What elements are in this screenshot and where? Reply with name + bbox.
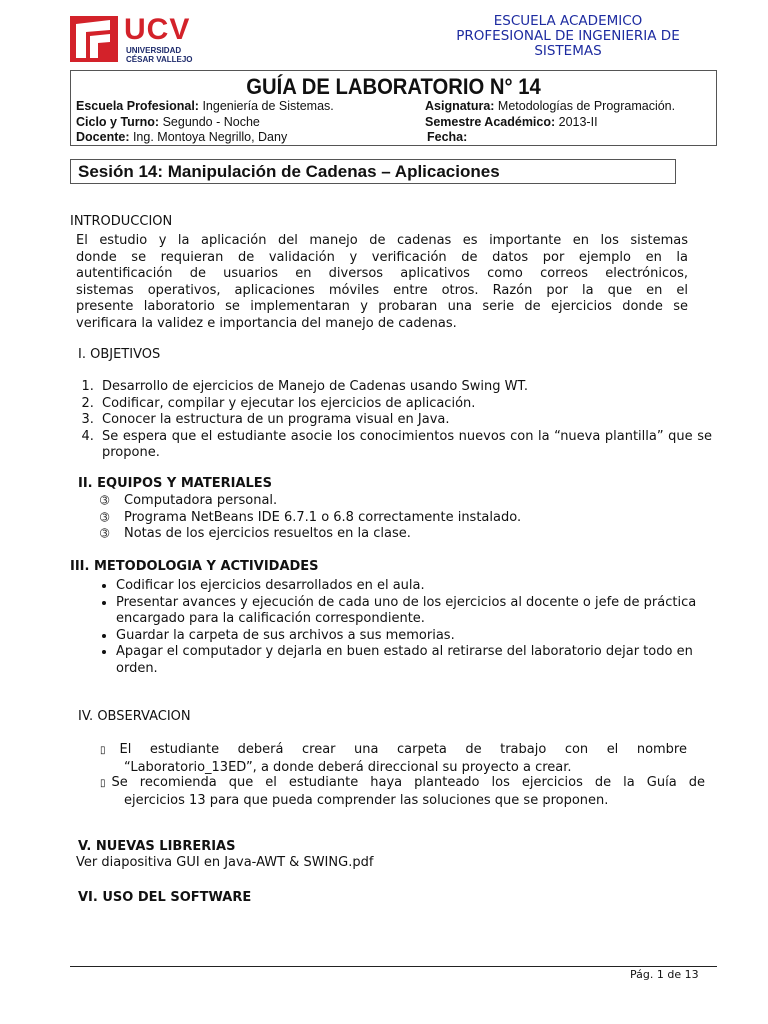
observacion-item-2: ▯ Se recomienda que el estudiante haya planteado los ejercicios de la Guía de ejercicios 13 para que pueda comprender las soluciones que se proponen. <box>100 775 705 808</box>
objetivos-heading: I. OBJETIVOS <box>78 347 161 362</box>
school-name: ESCUELA ACADEMICO PROFESIONAL DE INGENIERIA DE SISTEMAS <box>456 14 680 59</box>
software-heading: VI. USO DEL SOFTWARE <box>78 890 252 905</box>
observacion-heading: IV. OBSERVACION <box>78 709 191 724</box>
logo-subtitle: UNIVERSIDAD CÉSAR VALLEJO <box>126 46 193 64</box>
circled-three-icon: ➂ <box>100 510 110 524</box>
footer-divider <box>70 966 717 967</box>
list-item: • Presentar avances y ejecución de cada uno de los ejercicios al docente o jefe de práctica encargado para la calificación correspondiente. <box>116 595 711 628</box>
list-item: ➂ Programa NetBeans IDE 6.7.1 o 6.8 correctamente instalado. <box>100 509 522 525</box>
square-bullet-icon: ▯ <box>100 745 106 756</box>
page-title: GUÍA DE LABORATORIO N° 14 <box>246 74 541 99</box>
ciclo-field: Ciclo y Turno: Segundo - Noche <box>76 115 260 129</box>
asignatura-field: Asignatura: Metodologías de Programación. <box>425 99 676 113</box>
ucv-emblem-icon <box>70 14 120 64</box>
equipos-heading: II. EQUIPOS Y MATERIALES <box>78 476 273 491</box>
session-title: Sesión 14: Manipulación de Cadenas – Aplicaciones <box>70 159 676 184</box>
circled-three-icon: ➂ <box>100 527 110 540</box>
equipos-list <box>100 493 521 543</box>
librerias-text: Ver diapositiva GUI en Java-AWT & SWING.pdf <box>76 855 374 870</box>
introduccion-paragraph: El estudio y la aplicación del manejo de cadenas es importante en los sistemas donde se requieran de validación y verificación de datos por ejemplo en la autentificación de usuarios en diversos aplicativos como correos electrónicos, sistemas operativos, aplicaciones móviles entre otros. Razón por la que en el presente laboratorio se implementaran y probaran una serie de ejercicios donde se verificara la validez e importancia del manejo de cadenas. <box>76 233 688 331</box>
escuela-field: Escuela Profesional: Ingeniería de Sistemas. <box>76 99 334 113</box>
circled-three-icon: ➂ <box>100 494 110 507</box>
list-item: 3. Conocer la estructura de un programa visual en Java. <box>98 412 712 429</box>
logo-wordmark: UCV <box>124 13 191 46</box>
docente-field: Docente: Ing. Montoya Negrillo, Dany <box>76 130 288 144</box>
ucv-logo <box>70 14 200 64</box>
fecha-field: Fecha: <box>427 130 468 144</box>
list-item: ➂ Computadora personal. <box>100 493 278 508</box>
page-number: Pág. 1 de 13 <box>630 968 699 981</box>
metodologia-heading: III. METODOLOGIA Y ACTIVIDADES <box>70 559 319 574</box>
list-item: ➂ Notas de los ejercicios resueltos en la clase. <box>100 526 411 541</box>
metodologia-list <box>98 578 711 677</box>
list-item: 1. Desarrollo de ejercicios de Manejo de Cadenas usando Swing WT. <box>98 379 712 396</box>
list-item: • Guardar la carpeta de sus archivos a sus memorias. <box>116 628 711 645</box>
list-item: • Apagar el computador y dejarla en buen estado al retirarse del laboratorio dejar todo en orden. <box>116 644 711 677</box>
objetivos-list <box>76 379 712 462</box>
list-item: 4. Se espera que el estudiante asocie los conocimientos nuevos con la “nueva plantilla” que se propone. <box>98 429 712 462</box>
observacion-item-1: ▯ El estudiante deberá crear una carpeta de trabajo con el nombre “Laboratorio_13ED”, a donde deberá direccional su proyecto a crear. <box>100 742 687 775</box>
list-item: 2. Codificar, compilar y ejecutar los ejercicios de aplicación. <box>98 396 712 413</box>
semestre-field: Semestre Académico: 2013-II <box>425 115 598 129</box>
list-item: • Codificar los ejercicios desarrollados en el aula. <box>116 578 711 595</box>
librerias-heading: V. NUEVAS LIBRERIAS <box>78 839 236 854</box>
introduccion-heading: INTRODUCCION <box>70 214 173 229</box>
square-bullet-icon: ▯ <box>100 778 106 789</box>
